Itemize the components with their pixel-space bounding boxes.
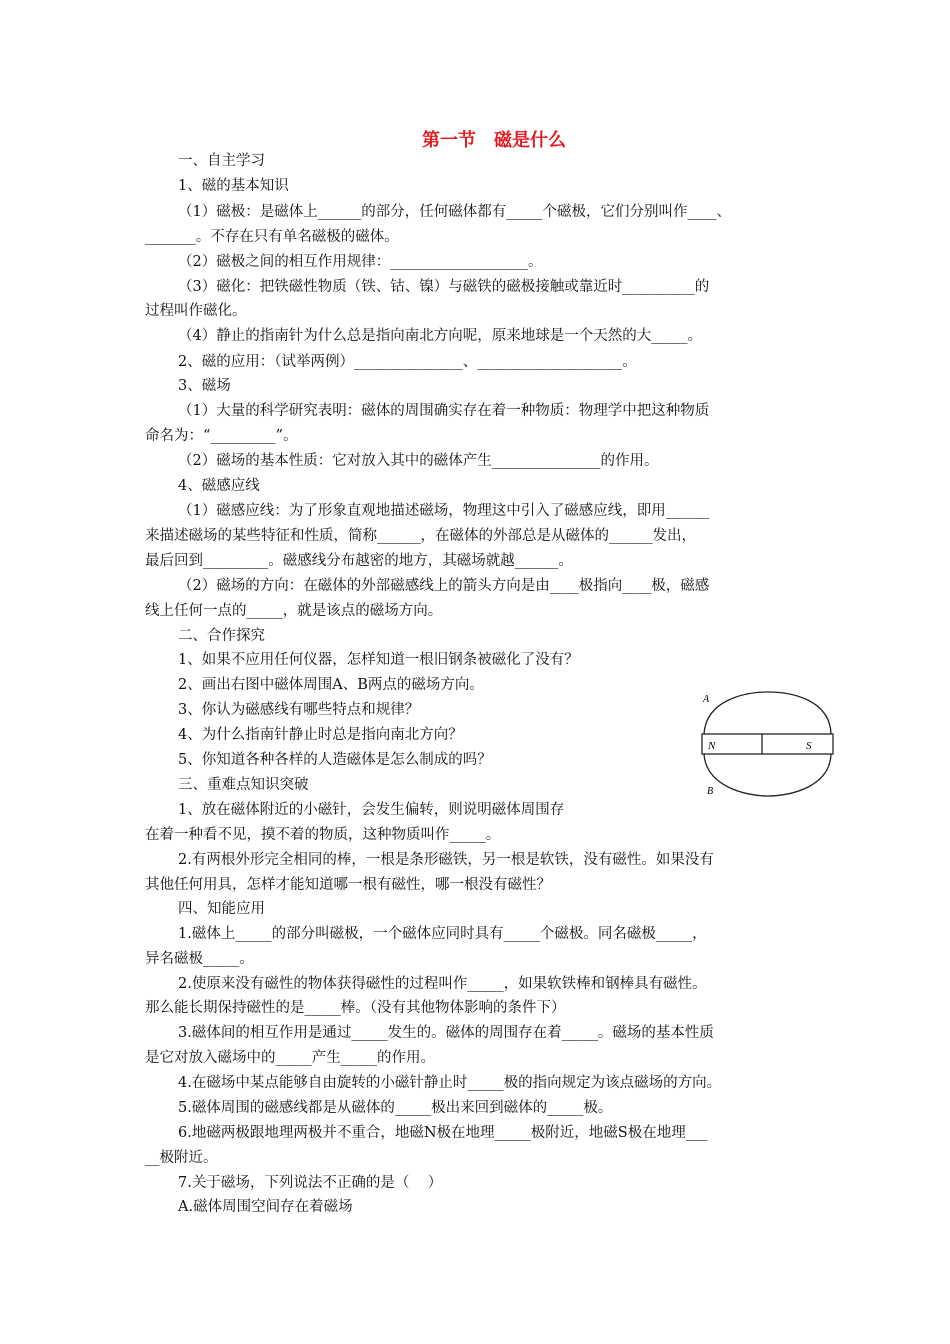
text-line: 4、为什么指南针静止时总是指向南北方向？ (178, 727, 463, 743)
bar-magnet-diagram (700, 690, 835, 800)
text-line: 异名磁极_____。 (145, 951, 254, 967)
bar-magnet (702, 734, 833, 754)
field-line-bottom (704, 754, 831, 796)
text-line: （1）大量的科学研究表明：磁体的周围确实存在着一种物质：物理学中把这种物质 (178, 403, 710, 419)
text-line: 1、放在磁体附近的小磁针，会发生偏转，则说明磁体周围存 (178, 802, 565, 818)
text-line: 是它对放入磁场中的_____产生_____的作用。 (145, 1050, 435, 1066)
section-heading: 四、知能应用 (178, 901, 265, 917)
text-line: （1）磁感应线：为了形象直观地描述磁场，物理这中引入了磁感应线，即用______ (178, 503, 710, 519)
page-title: 第一节 磁是什么 (422, 130, 566, 151)
text-line: 7.关于磁场，下列说法不正确的是（ ） (178, 1175, 443, 1191)
text-line: 5、你知道各种各样的人造磁体是怎么制成的吗？ (178, 752, 492, 768)
text-line: （2）磁场的方向：在磁体的外部磁感线上的箭头方向是由____极指向____极，磁感 (178, 578, 710, 594)
text-line: 线上任何一点的_____，就是该点的磁场方向。 (145, 603, 443, 619)
text-line: 6.地磁两极跟地理两极并不重合，地磁N极在地理_____极附近，地磁S极在地理___ (178, 1125, 708, 1141)
south-pole-label: S (806, 740, 812, 752)
text-line: 一、自主学习 (178, 153, 265, 169)
text-line: （4）静止的指南针为什么总是指向南北方向呢，原来地球是一个天然的大_____。 (178, 328, 702, 344)
section-heading: 4、磁感应线 (178, 478, 260, 494)
text-line: （2）磁极之间的相互作用规律：___________________。 (178, 254, 543, 270)
text-line: （2）磁场的基本性质：它对放入其中的磁体产生_______________的作用。 (178, 453, 659, 469)
text-line: 1.磁体上_____的部分叫磁极，一个磁体应同时具有_____个磁极。同名磁极_____， (178, 926, 707, 942)
text-line: 2、画出右图中磁体周围A、B两点的磁场方向。 (178, 677, 484, 693)
section-heading: 3、磁场 (178, 378, 231, 394)
text-line: 2.有两根外形完全相同的棒，一根是条形磁铁，另一根是软铁，没有磁性。如果没有 (178, 852, 714, 868)
text-line: （3）磁化：把铁磁性物质（铁、钴、镍）与磁铁的磁极接触或靠近时__________的 (178, 279, 710, 295)
section-heading: 二、合作探究 (178, 628, 265, 644)
text-line: 命名为：“_________”。 (145, 428, 298, 444)
text-line: 2.使原来没有磁性的物体获得磁性的过程叫作_____，如果软铁棒和钢棒具有磁性。 (178, 976, 707, 992)
text-line: 最后回到_________。磁感线分布越密的地方，其磁场就越______。 (145, 553, 573, 569)
text-line: 其他任何用具，怎样才能知道哪一根有磁性，哪一根没有磁性？ (145, 877, 551, 893)
text-line: _______。不存在只有单名磁极的磁体。 (145, 229, 399, 245)
section-heading: 三、重难点知识突破 (178, 777, 309, 793)
text-line: 3.磁体间的相互作用是通过_____发生的。磁体的周围存在着_____。磁场的基本性质 (178, 1025, 714, 1041)
text-line: 在着一种看不见，摸不着的物质，这种物质叫作_____。 (145, 827, 501, 843)
text-line: A.磁体周围空间存在着磁场 (178, 1199, 353, 1215)
text-line: 来描述磁场的某些特征和性质，简称______，在磁体的外部总是从磁体的______发出， (145, 528, 696, 544)
north-pole-label: N (708, 740, 716, 752)
text-line: 3、你认为磁感线有哪些特点和规律？ (178, 702, 420, 718)
text-line: （1）磁极：是磁体上______的部分，任何磁体都有_____个磁极，它们分别叫作____、 (178, 204, 731, 220)
field-line-top (704, 692, 831, 734)
text-line: 那么能长期保持磁性的是_____棒。（没有其他物体影响的条件下） (145, 1000, 566, 1016)
text-line: 2、磁的应用：（试举两例）_______________、____________________。 (178, 354, 637, 370)
text-line: 1、如果不应用任何仪器，怎样知道一根旧钢条被磁化了没有？ (178, 652, 579, 668)
point-b-label: B (707, 786, 714, 797)
text-line: 5.磁体周围的磁感线都是从磁体的_____极出来回到磁体的_____极。 (178, 1100, 613, 1116)
text-line: 4.在磁场中某点能够自由旋转的小磁针静止时_____极的指向规定为该点磁场的方向。 (178, 1075, 722, 1091)
text-line: 1、磁的基本知识 (178, 178, 289, 194)
text-line: 过程叫作磁化。 (145, 303, 247, 319)
text-line: __极附近。 (145, 1150, 218, 1166)
point-a-label: A (703, 694, 710, 705)
